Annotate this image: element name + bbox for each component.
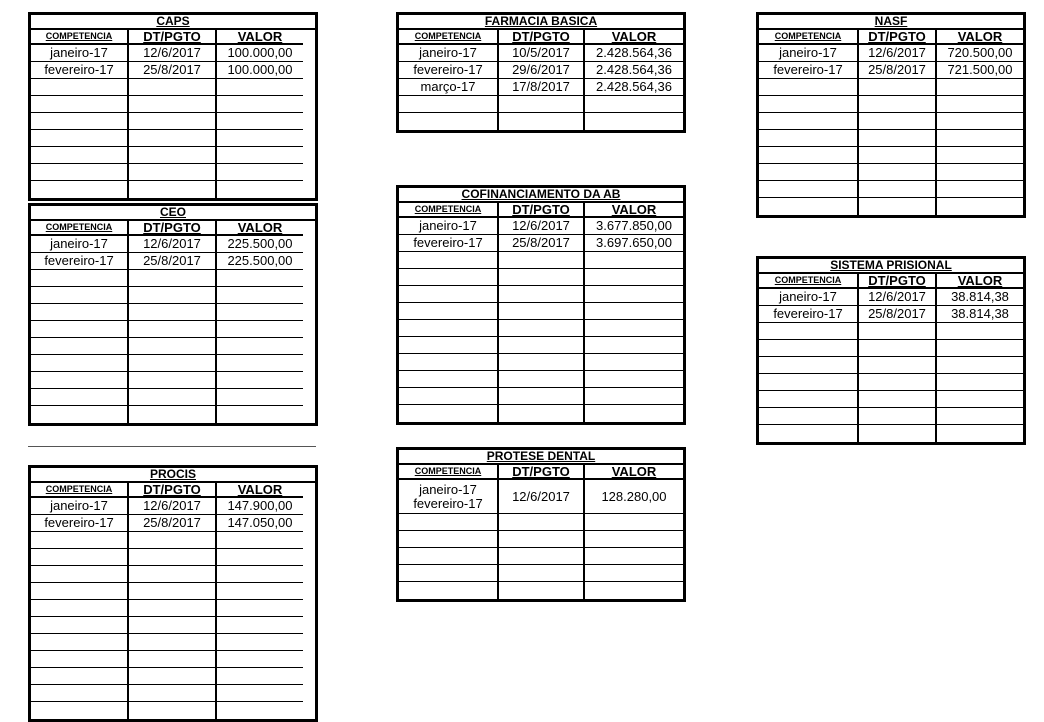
table-body (759, 45, 1023, 215)
table-cell: 38.814,38 (937, 306, 1023, 323)
table-cell: 25/8/2017 (859, 306, 937, 323)
table-cell: 12/6/2017 (129, 498, 217, 515)
table-cell (499, 337, 585, 354)
table-cell (129, 685, 217, 702)
table-cell: 3.697.650,00 (585, 235, 683, 252)
valor-header: VALOR (937, 30, 1023, 45)
table-cell: 3.677.850,00 (585, 218, 683, 235)
valor-header: VALOR (217, 30, 303, 45)
competencia-line-2: fevereiro-17 (413, 495, 483, 511)
table-body (31, 498, 315, 719)
table-cell (217, 321, 303, 338)
table-cell (399, 388, 499, 405)
table-cell: 721.500,00 (937, 62, 1023, 79)
table-cell: 147.900,00 (217, 498, 303, 515)
table-cell (585, 388, 683, 405)
table-cell: 100.000,00 (217, 62, 303, 79)
table-cell (217, 702, 303, 719)
table-cell (499, 354, 585, 371)
table-cell: 720.500,00 (937, 45, 1023, 62)
merged-valor: 128.280,00 (585, 480, 683, 513)
table-title: FARMACIA BASICA (399, 15, 683, 30)
competencia-header: COMPETENCIA (31, 221, 129, 236)
table-cell: 2.428.564,36 (585, 62, 683, 79)
merged-competencia (399, 480, 497, 513)
table-cell (859, 425, 937, 442)
table-cell (31, 702, 129, 719)
table-cell (31, 549, 129, 566)
table-cell (585, 354, 683, 371)
table-cell (937, 130, 1023, 147)
table-cell (399, 252, 499, 269)
table-cell (585, 582, 683, 599)
table-cell (399, 582, 499, 599)
table-cell (585, 405, 683, 422)
table-cell (217, 270, 303, 287)
table-cell (759, 357, 859, 374)
table-cell (759, 181, 859, 198)
table-cell (217, 164, 303, 181)
table-cell (31, 304, 129, 321)
table-cell (937, 357, 1023, 374)
table-cell (499, 303, 585, 320)
table-cell: janeiro-17 (31, 45, 129, 62)
table-cell (31, 164, 129, 181)
table-cell (129, 147, 217, 164)
table-cell (129, 634, 217, 651)
table-cell (937, 391, 1023, 408)
table-cell (31, 532, 129, 549)
table-cell: 25/8/2017 (859, 62, 937, 79)
table-cell (499, 531, 585, 548)
table-cell (31, 79, 129, 96)
table-cell: fevereiro-17 (759, 306, 859, 323)
table-title: NASF (759, 15, 1023, 30)
table-title: CEO (31, 206, 315, 221)
table-cell: 100.000,00 (217, 45, 303, 62)
table-cell (31, 321, 129, 338)
header-row (399, 465, 683, 480)
competencia-header: COMPETENCIA (31, 483, 129, 498)
table-cell (31, 355, 129, 372)
table-cell: fevereiro-17 (399, 62, 499, 79)
table-cell (31, 389, 129, 406)
dt-pgto-header: DT/PGTO (499, 30, 585, 45)
table-body (399, 480, 683, 599)
table-cell (859, 130, 937, 147)
table-cell (585, 113, 683, 130)
table-cell: janeiro-17 (31, 498, 129, 515)
table-procis (28, 465, 318, 722)
table-cell (129, 338, 217, 355)
table-cell (499, 548, 585, 565)
table-cell (585, 269, 683, 286)
table-cell (759, 374, 859, 391)
table-cell: 12/6/2017 (129, 45, 217, 62)
table-cell (859, 340, 937, 357)
dt-pgto-header: DT/PGTO (129, 30, 217, 45)
table-body (399, 45, 683, 130)
table-cell (585, 337, 683, 354)
table-cell (499, 252, 585, 269)
table-cell (31, 96, 129, 113)
table-cell (859, 374, 937, 391)
table-cell (585, 531, 683, 548)
table-cell (759, 323, 859, 340)
table-title: COFINANCIAMENTO DA AB (399, 188, 683, 203)
table-cell (399, 354, 499, 371)
competencia-header: COMPETENCIA (399, 30, 499, 45)
table-cell: janeiro-17 (399, 45, 499, 62)
table-title: CAPS (31, 15, 315, 30)
table-cell (585, 548, 683, 565)
table-cell: 25/8/2017 (129, 253, 217, 270)
table-cell (499, 286, 585, 303)
table-cell (937, 96, 1023, 113)
table-cell: 29/6/2017 (499, 62, 585, 79)
table-cell (937, 425, 1023, 442)
table-cell (859, 96, 937, 113)
table-cell (859, 198, 937, 215)
table-protese-dental (396, 447, 686, 602)
table-cell (217, 372, 303, 389)
table-cell (499, 514, 585, 531)
table-cell (859, 79, 937, 96)
table-cell: fevereiro-17 (759, 62, 859, 79)
table-cell (129, 406, 217, 423)
table-caps (28, 12, 318, 201)
table-cell: 147.050,00 (217, 515, 303, 532)
table-cell (129, 668, 217, 685)
table-cell (129, 617, 217, 634)
table-cell (129, 287, 217, 304)
table-cell (399, 371, 499, 388)
table-cell (937, 198, 1023, 215)
table-cell (217, 406, 303, 423)
table-cell (31, 583, 129, 600)
competencia-header: COMPETENCIA (31, 30, 129, 45)
table-cell: 25/8/2017 (499, 235, 585, 252)
table-cell (759, 147, 859, 164)
table-cell (859, 323, 937, 340)
table-ceo (28, 203, 318, 426)
table-cofinanciamento-ab (396, 185, 686, 425)
table-cell (129, 583, 217, 600)
table-cell: março-17 (399, 79, 499, 96)
header-row (31, 483, 315, 498)
table-cell (31, 270, 129, 287)
table-cell (217, 617, 303, 634)
table-cell (217, 389, 303, 406)
table-cell: 2.428.564,36 (585, 79, 683, 96)
table-cell (129, 321, 217, 338)
table-cell (759, 340, 859, 357)
table-cell (585, 514, 683, 531)
table-cell (859, 113, 937, 130)
valor-header: VALOR (937, 274, 1023, 289)
table-cell: fevereiro-17 (31, 515, 129, 532)
table-cell (499, 96, 585, 113)
table-cell (31, 181, 129, 198)
table-cell (585, 320, 683, 337)
competencia-header: COMPETENCIA (399, 465, 499, 480)
table-cell: fevereiro-17 (399, 235, 499, 252)
valor-header: VALOR (585, 30, 683, 45)
header-row (759, 30, 1023, 45)
table-cell: 12/6/2017 (859, 45, 937, 62)
table-cell (859, 408, 937, 425)
table-cell: 10/5/2017 (499, 45, 585, 62)
table-cell (129, 181, 217, 198)
table-cell (217, 634, 303, 651)
valor-header: VALOR (585, 465, 683, 480)
valor-header: VALOR (217, 221, 303, 236)
table-cell (759, 164, 859, 181)
table-cell (217, 338, 303, 355)
header-row (31, 221, 315, 236)
valor-header: VALOR (585, 203, 683, 218)
table-cell (499, 582, 585, 599)
table-cell: 12/6/2017 (499, 218, 585, 235)
table-cell (499, 371, 585, 388)
table-cell: janeiro-17 (759, 45, 859, 62)
dt-pgto-header: DT/PGTO (859, 30, 937, 45)
dt-pgto-header: DT/PGTO (859, 274, 937, 289)
table-cell (31, 668, 129, 685)
table-cell (217, 532, 303, 549)
table-cell (31, 651, 129, 668)
table-cell (217, 600, 303, 617)
table-cell (399, 565, 499, 582)
table-body (399, 218, 683, 422)
table-cell (499, 320, 585, 337)
table-cell (399, 286, 499, 303)
table-cell (937, 164, 1023, 181)
table-cell (859, 181, 937, 198)
table-cell: 2.428.564,36 (585, 45, 683, 62)
table-cell (217, 130, 303, 147)
table-body (31, 45, 315, 198)
table-cell (31, 617, 129, 634)
valor-header: VALOR (217, 483, 303, 498)
table-cell (129, 130, 217, 147)
table-cell: fevereiro-17 (31, 62, 129, 79)
table-cell (937, 79, 1023, 96)
table-cell (859, 164, 937, 181)
table-cell (217, 147, 303, 164)
table-cell (585, 303, 683, 320)
table-cell: 225.500,00 (217, 236, 303, 253)
table-cell (217, 96, 303, 113)
table-cell (129, 270, 217, 287)
table-cell (399, 548, 499, 565)
header-row (399, 30, 683, 45)
table-cell (217, 583, 303, 600)
table-cell (937, 113, 1023, 130)
table-cell (31, 566, 129, 583)
table-cell (937, 340, 1023, 357)
table-title: PROTESE DENTAL (399, 450, 683, 465)
table-cell (129, 372, 217, 389)
table-cell (859, 391, 937, 408)
table-cell: 25/8/2017 (129, 515, 217, 532)
merged-dt-pgto: 12/6/2017 (499, 480, 583, 513)
table-cell (759, 130, 859, 147)
table-cell (585, 371, 683, 388)
table-cell (129, 651, 217, 668)
table-cell (129, 532, 217, 549)
table-cell (937, 408, 1023, 425)
table-cell (585, 252, 683, 269)
table-cell: 225.500,00 (217, 253, 303, 270)
table-cell (217, 566, 303, 583)
table-cell (399, 269, 499, 286)
table-cell (759, 96, 859, 113)
table-cell (937, 374, 1023, 391)
table-body (31, 236, 315, 423)
table-cell (31, 147, 129, 164)
table-cell (217, 668, 303, 685)
table-cell (937, 323, 1023, 340)
table-cell (759, 79, 859, 96)
table-nasf (756, 12, 1026, 218)
table-cell: 12/6/2017 (859, 289, 937, 306)
dt-pgto-header: DT/PGTO (499, 465, 585, 480)
table-cell (129, 96, 217, 113)
table-farmacia-basica (396, 12, 686, 133)
table-cell (499, 565, 585, 582)
table-cell (217, 304, 303, 321)
table-cell (31, 338, 129, 355)
table-cell (585, 565, 683, 582)
table-cell (31, 685, 129, 702)
table-cell (31, 372, 129, 389)
table-cell (31, 406, 129, 423)
table-cell (217, 355, 303, 372)
table-cell (399, 337, 499, 354)
table-cell (759, 198, 859, 215)
table-cell (585, 96, 683, 113)
table-cell: janeiro-17 (759, 289, 859, 306)
table-cell (399, 303, 499, 320)
table-cell (499, 388, 585, 405)
table-cell (399, 113, 499, 130)
table-cell (129, 566, 217, 583)
table-cell (937, 147, 1023, 164)
table-cell: janeiro-17 (31, 236, 129, 253)
table-cell (31, 113, 129, 130)
table-cell (31, 634, 129, 651)
table-cell (859, 147, 937, 164)
table-cell (129, 304, 217, 321)
table-cell (859, 357, 937, 374)
table-cell (399, 405, 499, 422)
table-cell (129, 355, 217, 372)
competencia-line-1: janeiro-17 (419, 481, 477, 497)
header-row (399, 203, 683, 218)
table-cell: janeiro-17 (399, 218, 499, 235)
table-cell: 12/6/2017 (129, 236, 217, 253)
table-cell (31, 130, 129, 147)
competencia-header: COMPETENCIA (759, 274, 859, 289)
table-cell (129, 113, 217, 130)
table-cell (217, 287, 303, 304)
table-cell (129, 164, 217, 181)
table-cell (31, 287, 129, 304)
separator-line (28, 446, 316, 447)
table-cell (217, 651, 303, 668)
table-cell (585, 286, 683, 303)
table-cell (217, 181, 303, 198)
table-cell (399, 96, 499, 113)
table-cell (217, 549, 303, 566)
table-sistema-prisional (756, 256, 1026, 445)
table-cell (129, 389, 217, 406)
dt-pgto-header: DT/PGTO (499, 203, 585, 218)
table-cell: 25/8/2017 (129, 62, 217, 79)
table-cell (217, 113, 303, 130)
table-cell (399, 320, 499, 337)
table-cell (129, 702, 217, 719)
table-cell (129, 79, 217, 96)
dt-pgto-header: DT/PGTO (129, 221, 217, 236)
table-cell (217, 685, 303, 702)
table-cell: fevereiro-17 (31, 253, 129, 270)
table-cell (499, 405, 585, 422)
header-row (759, 274, 1023, 289)
table-cell (499, 113, 585, 130)
competencia-header: COMPETENCIA (399, 203, 499, 218)
table-cell (937, 181, 1023, 198)
table-cell (399, 531, 499, 548)
table-cell (217, 79, 303, 96)
table-cell (759, 113, 859, 130)
header-row (31, 30, 315, 45)
table-title: SISTEMA PRISIONAL (759, 259, 1023, 274)
table-cell (759, 408, 859, 425)
table-cell (759, 425, 859, 442)
table-body (759, 289, 1023, 442)
table-cell (129, 600, 217, 617)
table-cell (399, 514, 499, 531)
dt-pgto-header: DT/PGTO (129, 483, 217, 498)
table-cell (499, 269, 585, 286)
table-cell (129, 549, 217, 566)
table-title: PROCIS (31, 468, 315, 483)
table-cell (759, 391, 859, 408)
table-cell (31, 600, 129, 617)
table-cell: 38.814,38 (937, 289, 1023, 306)
competencia-header: COMPETENCIA (759, 30, 859, 45)
table-cell: 17/8/2017 (499, 79, 585, 96)
